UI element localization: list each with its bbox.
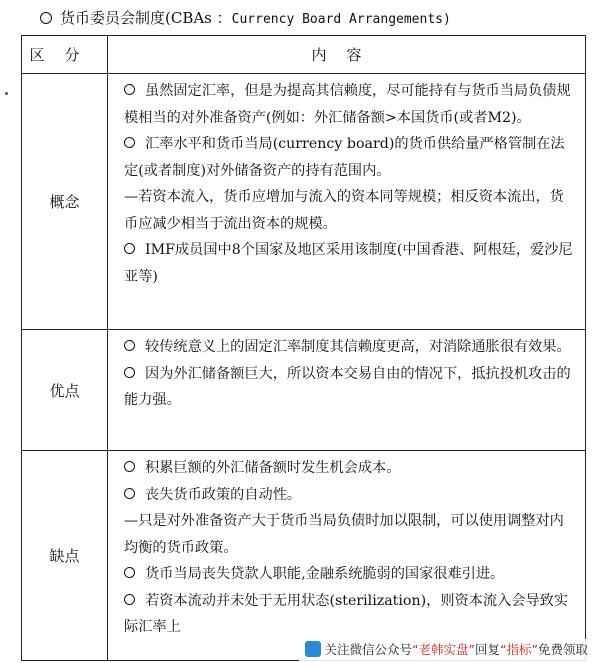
paragraph-text: 汇率水平和货币当局(currency board)的货币供给量严格管制在法定(或者制度)对外储备资产的持有范围内。 [124, 136, 565, 179]
scan-speck [5, 92, 8, 95]
paragraph-text: IMF成员国中8个国家及地区采用该制度(中国香港、阿根廷，爱沙尼亚等) [124, 242, 573, 285]
list-item [124, 455, 575, 482]
list-item [124, 588, 575, 641]
table-row-concept [22, 74, 586, 330]
row-label-advantages: 优点 [22, 330, 108, 451]
watermark-prefix: 关注微信公众号 [324, 642, 413, 657]
list-item [124, 131, 575, 184]
row-label-concept: 概念 [22, 74, 108, 330]
circle-bullet-icon [124, 594, 135, 605]
watermark-middle: 回复 [475, 642, 501, 657]
list-item [124, 184, 575, 237]
watermark-keyword: “指标” [500, 642, 538, 657]
circle-bullet-icon [124, 84, 135, 95]
circle-bullet-icon [124, 488, 135, 499]
paragraph-text: 因为外汇储备额巨大，所以资本交易自由的情况下，抵抗投机攻击的能力强。 [124, 365, 571, 408]
list-item [124, 482, 575, 509]
watermark-account-name: “老韩实盘” [412, 642, 476, 657]
row-content-advantages [108, 330, 586, 451]
circle-bullet-icon [124, 567, 135, 578]
circle-bullet-icon [124, 461, 135, 472]
table-row-disadvantages [22, 451, 586, 661]
table-header-row [22, 36, 586, 74]
list-item [124, 237, 575, 290]
watermark-suffix: 免费领取 [537, 642, 588, 657]
circle-bullet-icon [40, 12, 52, 24]
paragraph-text: —只是对外准备资产大于货币当局负债时加以限制，可以使用调整对内均衡的货币政策。 [124, 513, 564, 556]
list-item [124, 334, 575, 361]
row-content-disadvantages [108, 451, 586, 661]
circle-bullet-icon [124, 243, 135, 254]
paragraph-text: 积累巨额的外汇储备额时发生机会成本。 [145, 460, 401, 476]
paragraph-text: 若资本流动并未处于无用状态(sterilization)，则资本流入会导致实际汇率上 [124, 592, 569, 635]
circle-bullet-icon [124, 340, 135, 351]
list-item [124, 508, 575, 561]
circle-bullet-icon [124, 367, 135, 378]
row-content-concept [108, 74, 586, 330]
row-label-disadvantages: 缺点 [22, 451, 108, 661]
paragraph-text: 货币当局丧失贷款人职能,金融系统脆弱的国家很难引进。 [145, 566, 505, 582]
wechat-watermark-banner [299, 639, 594, 661]
paragraph-text: 虽然固定汇率，但是为提高其信赖度，尽可能持有与货币当局负债规模相当的对外准备资产(例如：外汇储备额>本国货币(或者M2)。 [124, 83, 571, 126]
currency-board-table [21, 35, 586, 661]
header-category: 区分 [22, 36, 108, 74]
circle-bullet-icon [124, 137, 135, 148]
paragraph-text: 丧失货币政策的自动性。 [145, 486, 302, 503]
wechat-icon [305, 641, 321, 657]
page-heading [40, 6, 451, 30]
list-item [124, 78, 575, 131]
header-content: 内容 [108, 36, 586, 74]
paragraph-text: 较传统意义上的固定汇率制度其信赖度更高，对消除通胀很有效果。 [145, 339, 571, 355]
heading-zh: 货币委员会制度(CBAs ： [60, 9, 232, 27]
list-item [124, 561, 575, 588]
paragraph-text: —若资本流入，货币应增加与流入的资本同等规模；相反资本流出，货币应减少相当于流出资本的规模。 [124, 189, 564, 232]
table-row-advantages [22, 330, 586, 451]
list-item [124, 361, 575, 414]
heading-en: Currency Board Arrangements) [231, 12, 451, 27]
